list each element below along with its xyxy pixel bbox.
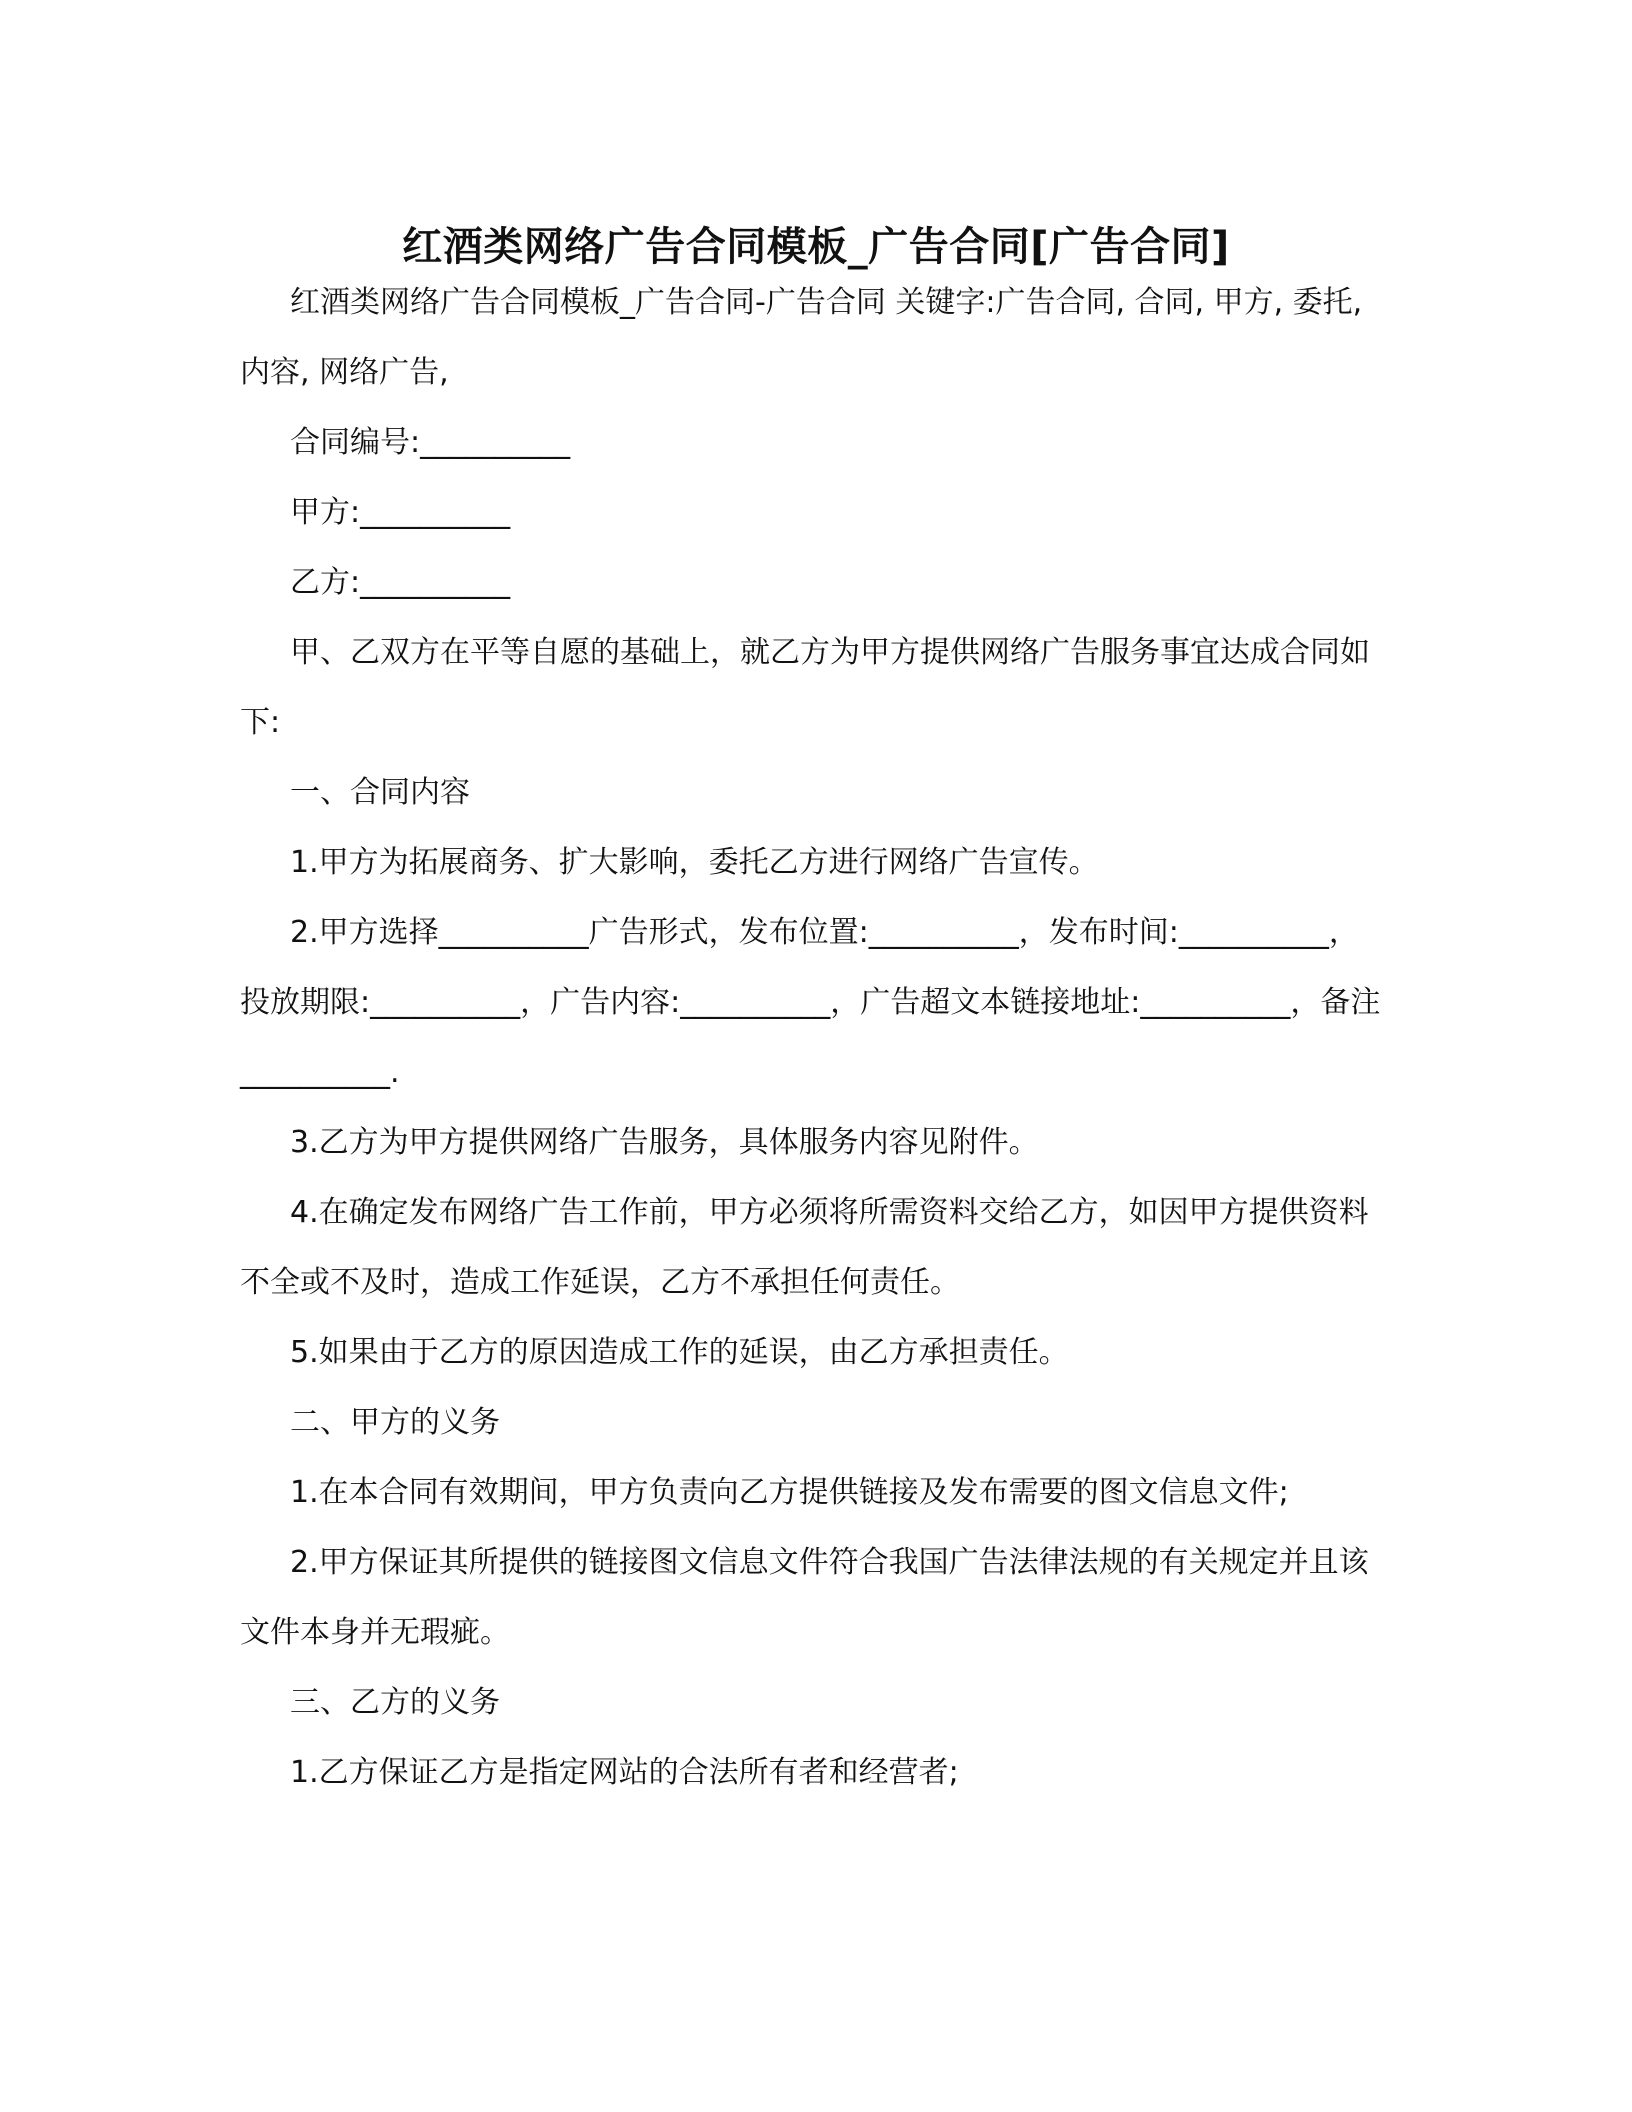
clause-1-2: 2.甲方选择__________广告形式，发布位置:__________，发布时间:__________，投放期限:__________，广告内容:__________，广告超文本链接地址:__________，备注__________. bbox=[240, 915, 1381, 1090]
clause-1-4: 4.在确定发布网络广告工作前，甲方必须将所需资料交给乙方，如因甲方提供资料不全或不及时，造成工作延误，乙方不承担任何责任。 bbox=[240, 1195, 1369, 1300]
clause-1-1: 1.甲方为拓展商务、扩大影响，委托乙方进行网络广告宣传。 bbox=[290, 845, 1099, 880]
section-heading-party-a-obligations: 二、甲方的义务 bbox=[290, 1405, 500, 1440]
preamble-paragraph: 甲、乙双方在平等自愿的基础上，就乙方为甲方提供网络广告服务事宜达成合同如下: bbox=[240, 635, 1370, 740]
section-heading-contract-content: 一、合同内容 bbox=[290, 775, 470, 810]
section-heading-party-b-obligations: 三、乙方的义务 bbox=[290, 1685, 500, 1720]
document-title: 红酒类网络广告合同模板_广告合同[广告合同] bbox=[402, 223, 1230, 270]
clause-3-1: 1.乙方保证乙方是指定网站的合法所有者和经营者; bbox=[290, 1755, 959, 1790]
contract-number-field: 合同编号:__________ bbox=[290, 425, 571, 460]
clause-2-1: 1.在本合同有效期间，甲方负责向乙方提供链接及发布需要的图文信息文件; bbox=[290, 1475, 1289, 1510]
document-body bbox=[240, 268, 1386, 1808]
clause-2-2: 2.甲方保证其所提供的链接图文信息文件符合我国广告法律法规的有关规定并且该文件本身并无瑕疵。 bbox=[240, 1545, 1369, 1650]
party-b-field: 乙方:__________ bbox=[290, 565, 511, 600]
clause-1-5: 5.如果由于乙方的原因造成工作的延误，由乙方承担责任。 bbox=[290, 1335, 1069, 1370]
clause-1-3: 3.乙方为甲方提供网络广告服务，具体服务内容见附件。 bbox=[290, 1125, 1039, 1160]
party-a-field: 甲方:__________ bbox=[290, 495, 511, 530]
keywords-paragraph: 红酒类网络广告合同模板_广告合同-广告合同 关键字:广告合同, 合同, 甲方, 委托, 内容, 网络广告, bbox=[240, 285, 1372, 390]
